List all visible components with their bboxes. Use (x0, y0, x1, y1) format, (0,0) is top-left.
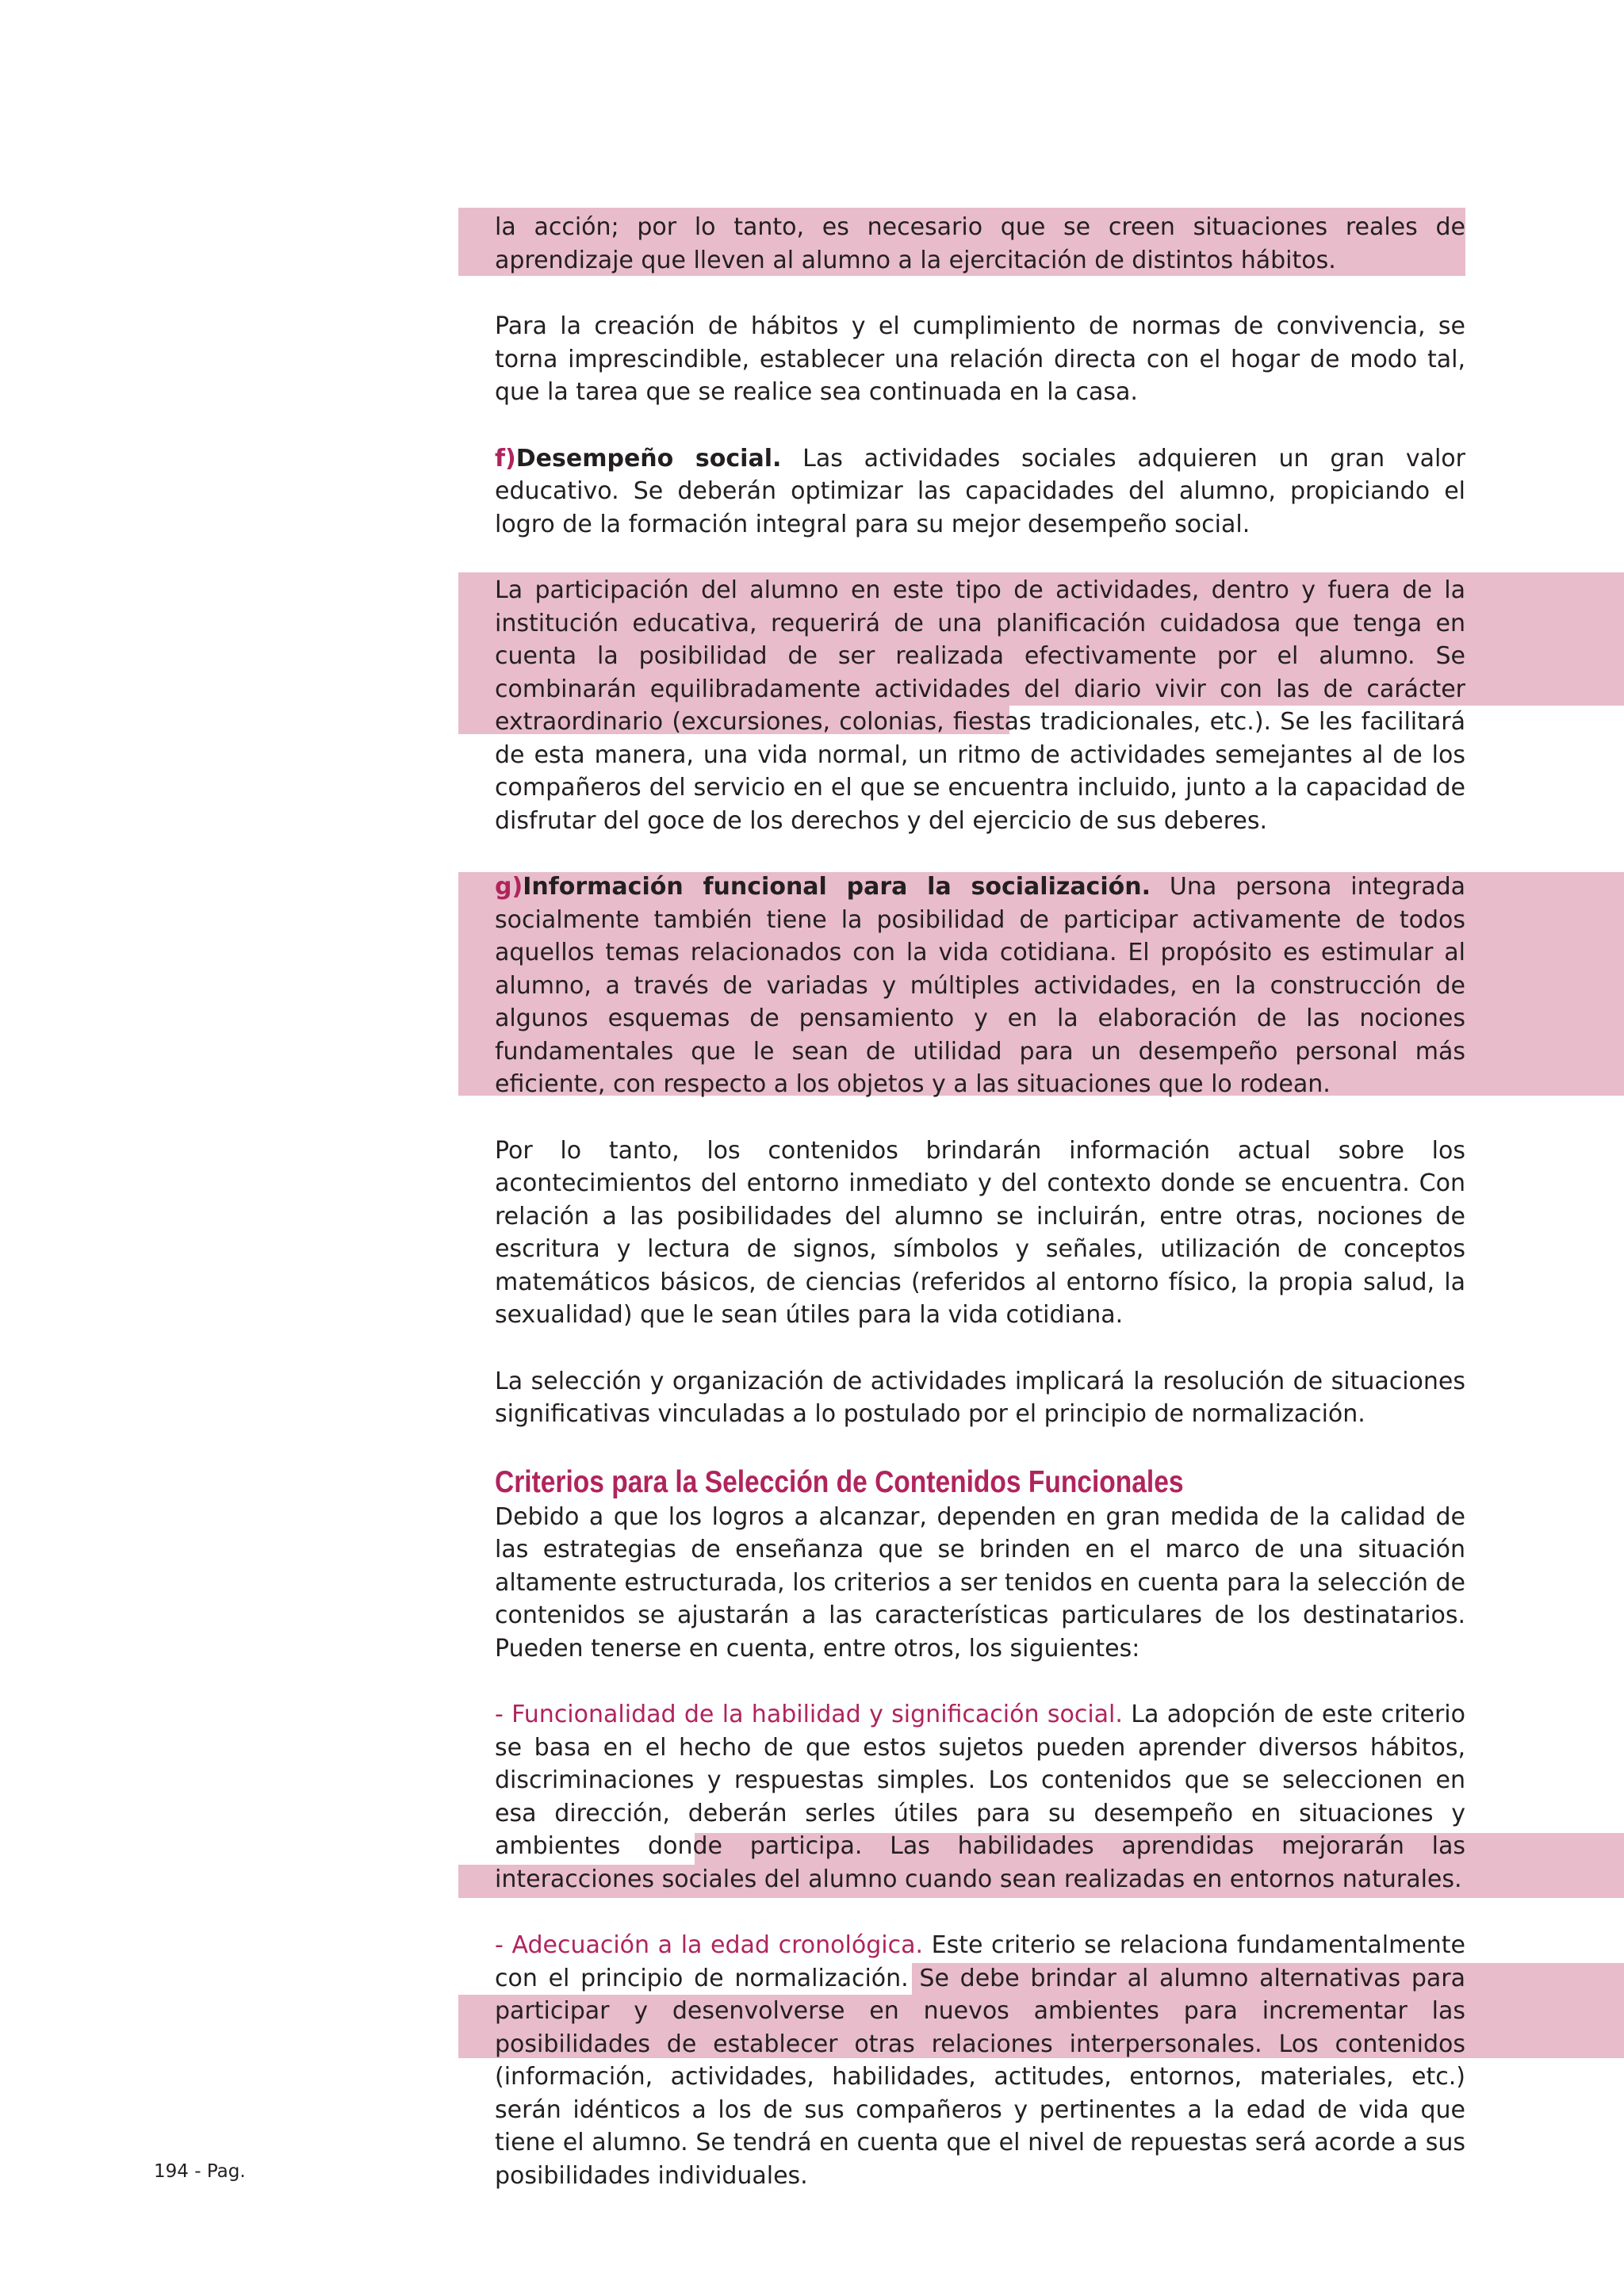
paragraph-contents: Por lo tanto, los contenidos brindarán información actual sobre los acontecimientos del entorno inmediato y del contexto donde se encuentra. Con relación a las posibilidades del alumno se incluirán, entre otras, nociones de escritura y lectura de signos, símbolos y señales, utilización de conceptos matemáticos básicos, de ciencias (referidos al entorno físico, la propia salud, la sexualidad) que le sean útiles para la vida cotidiana. (495, 1136, 1465, 1329)
paragraph-continuation: la acción; por lo tanto, es necesario que se creen situaciones reales de aprendizaje que lleven al alumno a la ejercitación de distintos hábitos. (495, 213, 1465, 274)
paragraph-participation: La participación del alumno en este tipo de actividades, dentro y fuera de la institución educativa, requerirá de una planificación cuidadosa que tenga en cuenta la posibilidad de ser realizada efectivamente por el alumno. Se combinarán equilibradamente actividades del diario vivir con las de carácter extraordinario (excursiones, colonias, fiestas tradicionales, etc.). Se les facilitará de esta manera, una vida normal, un ritmo de actividades semejantes al de los compañeros del servicio en el que se encuentra incluido, junto a la capacidad de disfrutar del goce de los derechos y del ejercicio de sus deberes. (495, 576, 1465, 835)
paragraph-criterion-age (495, 1929, 1465, 2192)
item-text: Las actividades sociales adquieren un gran valor educativo. Se deberán optimizar las capacidades del alumno, propiciando el logro de la formación integral para su mejor desempeño social. (495, 444, 1465, 538)
criterion-label: - Adecuación a la edad cronológica. (495, 1931, 923, 1959)
criterion-text: La adopción de este criterio se basa en el hecho de que estos sujetos pueden aprender diversos hábitos, discriminaciones y respuestas simples. Los contenidos que se seleccionen en esa dirección, deberán serles útiles para su desempeño en situaciones y ambientes donde participa. Las habilidades aprendidas mejorarán las interacciones sociales del alumno cuando sean realizadas en entornos naturales. (495, 1701, 1465, 1893)
page-number: 194 - Pag. (154, 2161, 246, 2182)
item-text: Una persona integrada socialmente también tiene la posibilidad de participar activamente de todos aquellos temas relacionados con la vida cotidiana. El propósito es estimular al alumno, a través de variadas y múltiples actividades, en la construcción de algunos esquemas de pensamiento y en la elaboración de las nociones fundamentales que le sean de utilidad para un desempeño personal más eficiente, con respecto a los objetos y a las situaciones que lo rodean. (495, 873, 1466, 1098)
paragraph-criterion-functionality (495, 1698, 1465, 1896)
item-letter: f) (495, 444, 516, 473)
paragraph-functional-information (495, 871, 1465, 1101)
paragraph-selection: La selección y organización de actividades implicará la resolución de situaciones significativas vinculadas a lo postulado por el principio de normalización. (495, 1367, 1465, 1428)
paragraph-criteria-intro: Debido a que los logros a alcanzar, dependen en gran medida de la calidad de las estrategias de enseñanza que se brinden en el marco de una situación altamente estructurada, los criterios a ser tenidos en cuenta para la selección de contenidos se ajustarán a las características particulares de los destinatarios. Pueden tenerse en cuenta, entre otros, los siguientes: (495, 1502, 1465, 1663)
paragraph-habits: Para la creación de hábitos y el cumplimiento de normas de convivencia, se torna imprescindible, establecer una relación directa con el hogar de modo tal, que la tarea que se realice sea continuada en la casa. (495, 312, 1465, 406)
text-column (495, 211, 1465, 2225)
criterion-text: Este criterio se relaciona fundamentalmente con el principio de normalización. Se debe brindar al alumno alternativas para participar y desenvolverse en nuevos ambientes para incrementar las posibilidades de establecer otras relaciones interpersonales. Los contenidos (información, actividades, habilidades, actitudes, entornos, materiales, etc.) serán idénticos a los de sus compañeros y pertinentes a la edad de vida que tiene el alumno. Se tendrá en cuenta que el nivel de repuestas será acorde a sus posibilidades individuales. (495, 1931, 1465, 2190)
item-letter: g) (495, 873, 523, 901)
item-title: Información funcional para la socialización. (523, 873, 1151, 901)
item-title: Desempeño social. (515, 444, 782, 473)
section-heading: Criterios para la Selección de Contenidos Funcionales (495, 1464, 1184, 1499)
criterion-label: - Funcionalidad de la habilidad y significación social. (495, 1701, 1123, 1728)
paragraph-social-performance (495, 442, 1465, 541)
